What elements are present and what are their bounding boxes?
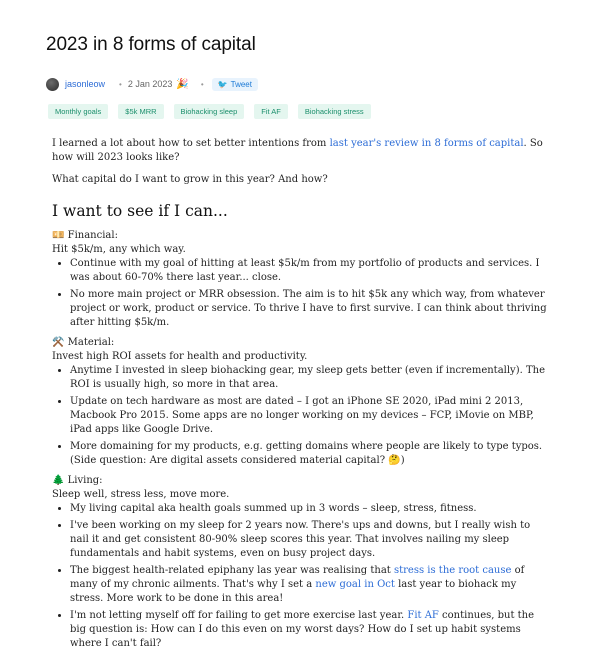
living-heading	[52, 474, 552, 488]
tag-fit-af[interactable]: Fit AF	[254, 104, 288, 119]
meta-separator: •	[200, 79, 204, 89]
list-item: • More domaining for my products, e.g. getting domains where people are likely to type typos. (Side question: Are digital assets considered material capital? 🤔)	[70, 440, 552, 468]
tweet-button[interactable]	[212, 78, 258, 91]
twitter-bird-icon: 🐦	[217, 79, 228, 89]
money-icon: 💴	[52, 230, 65, 241]
living-label: Living:	[67, 475, 103, 486]
author-avatar[interactable]	[46, 78, 59, 91]
financial-subheading: Hit $5k/m, any which way.	[52, 244, 186, 255]
post-body	[52, 137, 552, 657]
post-date: 2 Jan 2023	[127, 79, 173, 89]
tweet-label: Tweet	[230, 79, 252, 89]
last-year-review-link[interactable]: last year's review in 8 forms of capital	[329, 138, 524, 149]
list-item	[70, 564, 552, 606]
stress-root-cause-link[interactable]: stress is the root cause	[394, 565, 512, 576]
tree-icon: 🌲	[52, 475, 65, 486]
tag-biohacking-stress[interactable]: Biohacking stress	[298, 104, 371, 119]
list-item: • I've been working on my sleep for 2 years now. There's ups and downs, but I really wish to nail it and get consistent 80-90% sleep scores this year. That involves nailing my sleep fundamentals and habit systems, even on busy project days.	[70, 519, 552, 561]
intro-paragraph	[52, 137, 552, 165]
list-item: • Update on tech hardware as most are dated – I got an iPhone SE 2020, iPad mini 2 2013, Macbook Pro 2015. Some apps are no longer working on my devices – FCP, iMovie on MBP, iPad apps like Google Drive.	[70, 395, 552, 437]
material-label: Material:	[67, 337, 115, 348]
financial-heading	[52, 229, 552, 243]
section-heading: I want to see if I can...	[52, 202, 228, 220]
list-text: of many of my chronic ailments. That's why I set a	[70, 565, 525, 590]
new-goal-oct-link[interactable]: new goal in Oct	[315, 579, 395, 590]
post-meta	[46, 76, 258, 92]
tag-monthly-goals[interactable]: Monthly goals	[48, 104, 108, 119]
list-item: • Anytime I invested in sleep biohacking gear, my sleep gets better (even if incrementally). The ROI is usually high, so more in that area.	[70, 364, 552, 392]
author-link[interactable]: jasonleow	[65, 79, 106, 89]
list-text: continues, but the big question is: How can I do this even on my worst days? How do I set up habit systems where I can't fail?	[70, 610, 535, 649]
list-text: I'm not letting myself off for failing to get more exercise last year.	[70, 610, 408, 621]
tag-biohacking-sleep[interactable]: Biohacking sleep	[174, 104, 245, 119]
tag-list	[48, 104, 371, 119]
living-subheading: Sleep well, stress less, move more.	[52, 489, 230, 500]
living-list	[52, 502, 552, 651]
list-item	[70, 609, 552, 651]
hammer-pick-icon: ⚒️	[52, 337, 65, 348]
party-icon: 🎉	[176, 78, 189, 90]
intro-text: I learned a lot about how to set better intentions from	[52, 138, 330, 149]
post-title: 2023 in 8 forms of capital	[46, 34, 256, 55]
tag-5k-mrr[interactable]: $5k MRR	[118, 104, 163, 119]
intro-question: What capital do I want to grow in this year? And how?	[52, 174, 328, 185]
fit-af-link[interactable]: Fit AF	[407, 610, 439, 621]
financial-label: Financial:	[67, 230, 118, 241]
list-text: The biggest health-related epiphany las year was realising that	[70, 565, 394, 576]
list-item: • No more main project or MRR obsession. The aim is to hit $5k any which way, from whatever project or work, product or service. To thrive I have to first survive. I can think about thriving after hitting $5k/m.	[70, 288, 552, 330]
material-heading	[52, 336, 552, 350]
intro-text: . So how will 2023 looks like?	[52, 138, 543, 163]
list-item: • My living capital aka health goals summed up in 3 words – sleep, stress, fitness.	[70, 502, 552, 516]
material-list	[52, 364, 552, 468]
material-subheading: Invest high ROI assets for health and productivity.	[52, 351, 308, 362]
list-item: • Continue with my goal of hitting at least $5k/m from my portfolio of products and services. I was about 60-70% there last year... close.	[70, 257, 552, 285]
list-text: last year to biohack my stress. More work to be done in this area!	[70, 579, 517, 604]
meta-separator: •	[119, 79, 122, 89]
financial-list	[52, 257, 552, 330]
